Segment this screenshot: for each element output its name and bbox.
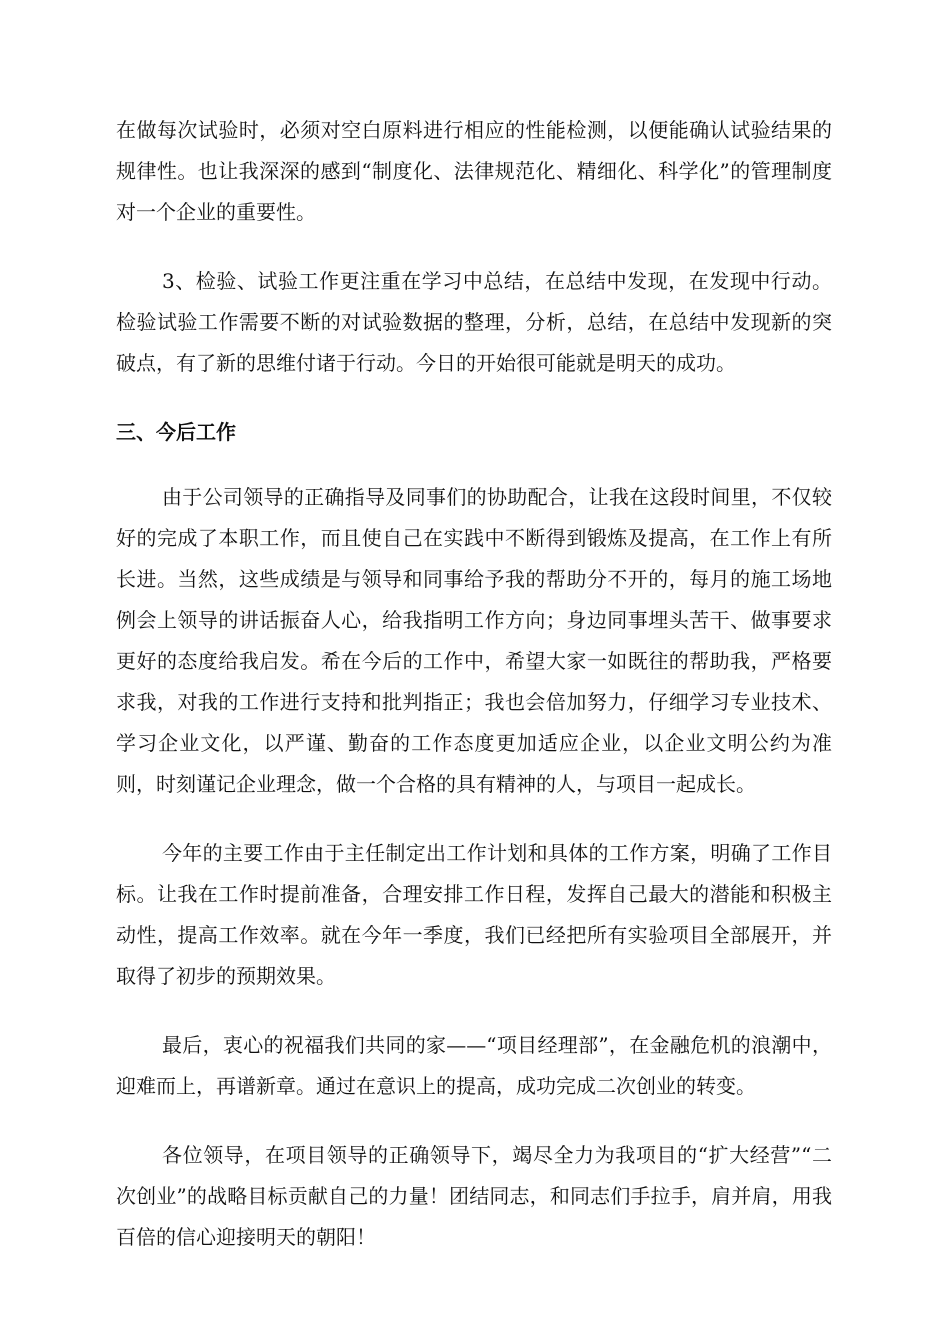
paragraph-continuation: 在做每次试验时，必须对空白原料进行相应的性能检测，以便能确认试验结果的规律性。也让我深深的感到“制度化、法律规范化、精细化、科学化”的管理制度对一个企业的重要性。	[116, 118, 832, 224]
document-body	[116, 110, 832, 1286]
paragraph-item-3: 3、检验、试验工作更注重在学习中总结，在总结中发现，在发现中行动。检验试验工作需要不断的对试验数据的整理，分析，总结，在总结中发现新的突破点，有了新的思维付诸于行动。今日的开始很可能就是明天的成功。	[116, 269, 832, 375]
paragraph-leadership-guidance: 由于公司领导的正确指导及同事们的协助配合，让我在这段时间里，不仅较好的完成了本职工作，而且使自己在实践中不断得到锻炼及提高，在工作上有所长进。当然，这些成绩是与领导和同事给予我的帮助分不开的，每月的施工场地例会上领导的讲话振奋人心，给我指明工作方向；身边同事埋头苦干、做事要求更好的态度给我启发。希在今后的工作中，希望大家一如既往的帮助我，严格要求我，对我的工作进行支持和批判指正；我也会倍加努力，仔细学习专业技术、学习企业文化，以严谨、勤奋的工作态度更加适应企业，以企业文明公约为准则，时刻谨记企业理念，做一个合格的具有精神的人，与项目一起成长。	[116, 485, 832, 796]
paragraph-blessing: 最后，衷心的祝福我们共同的家——“项目经理部”，在金融危机的浪潮中，迎难而上，再谱新章。通过在意识上的提高，成功完成二次创业的转变。	[116, 1033, 832, 1098]
paragraph-annual-work: 今年的主要工作由于主任制定出工作计划和具体的工作方案，明确了工作目标。让我在工作时提前准备，合理安排工作日程，发挥自己最大的潜能和积极主动性，提高工作效率。就在今年一季度，我们已经把所有实验项目全部展开，并取得了初步的预期效果。	[116, 841, 832, 988]
paragraph-closing: 各位领导，在项目领导的正确领导下，竭尽全力为我项目的“扩大经营”“二次创业”的战略目标贡献自己的力量！团结同志，和同志们手拉手，肩并肩，用我百倍的信心迎接明天的朝阳！	[116, 1143, 832, 1249]
section-heading-future-work: 三、今后工作	[116, 420, 236, 444]
